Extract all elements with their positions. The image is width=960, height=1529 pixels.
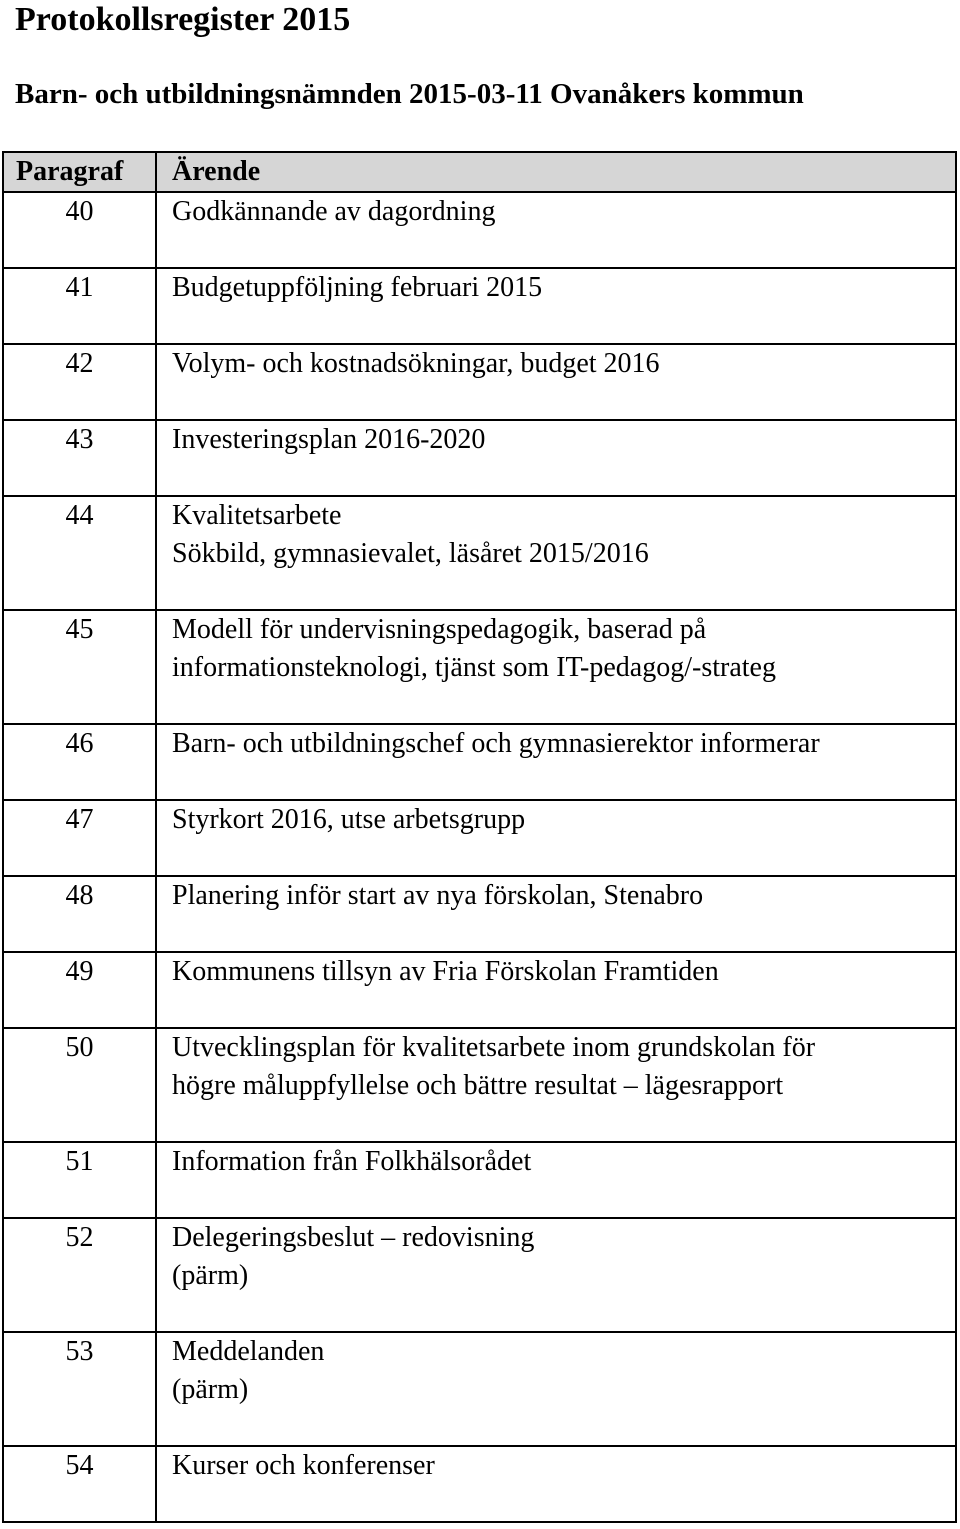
matter-cell: [156, 420, 956, 496]
table-row: [3, 420, 956, 496]
table-row: [3, 1446, 956, 1522]
table-row: [3, 800, 956, 876]
paragraph-number: 53: [3, 1332, 156, 1446]
matter-cell: [156, 1028, 956, 1142]
matter-text: Planering inför start av nya förskolan, Stenabro: [172, 880, 704, 911]
matter-cell: [156, 1142, 956, 1218]
matter-text: Barn- och utbildningschef och gymnasierektor informerar: [172, 728, 820, 759]
matter-cell: [156, 1218, 956, 1332]
matter-cell: [156, 496, 956, 610]
column-header-paragraph: Paragraf: [3, 152, 156, 192]
paragraph-number: 41: [3, 268, 156, 344]
table-row: [3, 1028, 956, 1142]
table-row: [3, 1142, 956, 1218]
paragraph-number: 49: [3, 952, 156, 1028]
matter-text: Sökbild, gymnasievalet, läsåret 2015/2016: [172, 538, 649, 569]
matter-text: Modell för undervisningspedagogik, baserad på: [172, 614, 707, 645]
matter-text: Utvecklingsplan för kvalitetsarbete inom grundskolan för: [172, 1032, 816, 1063]
table-row: [3, 724, 956, 800]
matter-cell: [156, 344, 956, 420]
matter-text: Budgetuppföljning februari 2015: [172, 272, 543, 303]
table-row: [3, 952, 956, 1028]
document-title: Protokollsregister 2015: [15, 1, 351, 38]
paragraph-number: 45: [3, 610, 156, 724]
paragraph-number: 52: [3, 1218, 156, 1332]
paragraph-number: 51: [3, 1142, 156, 1218]
matter-cell: [156, 952, 956, 1028]
matter-text: Godkännande av dagordning: [172, 196, 496, 227]
paragraph-number: 42: [3, 344, 156, 420]
paragraph-number: 48: [3, 876, 156, 952]
matter-text: Investeringsplan 2016-2020: [172, 424, 486, 455]
paragraph-number: 54: [3, 1446, 156, 1522]
table-row: [3, 876, 956, 952]
table-row: [3, 268, 956, 344]
matter-cell: [156, 876, 956, 952]
matter-text: Information från Folkhälsorådet: [172, 1146, 532, 1177]
matter-text: Meddelanden: [172, 1336, 325, 1367]
table-row: [3, 344, 956, 420]
matter-cell: [156, 1446, 956, 1522]
table-header-row: [3, 152, 956, 192]
matter-text: Kurser och konferenser: [172, 1450, 435, 1481]
paragraph-number: 50: [3, 1028, 156, 1142]
column-header-matter: Ärende: [156, 152, 956, 192]
matter-text: Styrkort 2016, utse arbetsgrupp: [172, 804, 526, 835]
protocol-register-table: [2, 151, 957, 1523]
document-subtitle: Barn- och utbildningsnämnden 2015-03-11 Ovanåkers kommun: [15, 78, 804, 110]
table-row: [3, 496, 956, 610]
matter-text: högre måluppfyllelse och bättre resultat – lägesrapport: [172, 1070, 784, 1101]
paragraph-number: 43: [3, 420, 156, 496]
matter-text: Kommunens tillsyn av Fria Förskolan Framtiden: [172, 956, 719, 987]
table-row: [3, 192, 956, 268]
matter-cell: [156, 610, 956, 724]
paragraph-number: 40: [3, 192, 156, 268]
matter-cell: [156, 800, 956, 876]
table-row: [3, 1332, 956, 1446]
matter-text: informationsteknologi, tjänst som IT-pedagog/-strateg: [172, 652, 776, 683]
matter-cell: [156, 1332, 956, 1446]
table-row: [3, 1218, 956, 1332]
matter-cell: [156, 268, 956, 344]
matter-cell: [156, 724, 956, 800]
matter-text: (pärm): [172, 1374, 249, 1405]
matter-text: Volym- och kostnadsökningar, budget 2016: [172, 348, 660, 379]
paragraph-number: 44: [3, 496, 156, 610]
table-row: [3, 610, 956, 724]
matter-text: Kvalitetsarbete: [172, 500, 342, 531]
matter-text: (pärm): [172, 1260, 249, 1291]
paragraph-number: 47: [3, 800, 156, 876]
matter-cell: [156, 192, 956, 268]
matter-text: Delegeringsbeslut – redovisning: [172, 1222, 535, 1253]
paragraph-number: 46: [3, 724, 156, 800]
